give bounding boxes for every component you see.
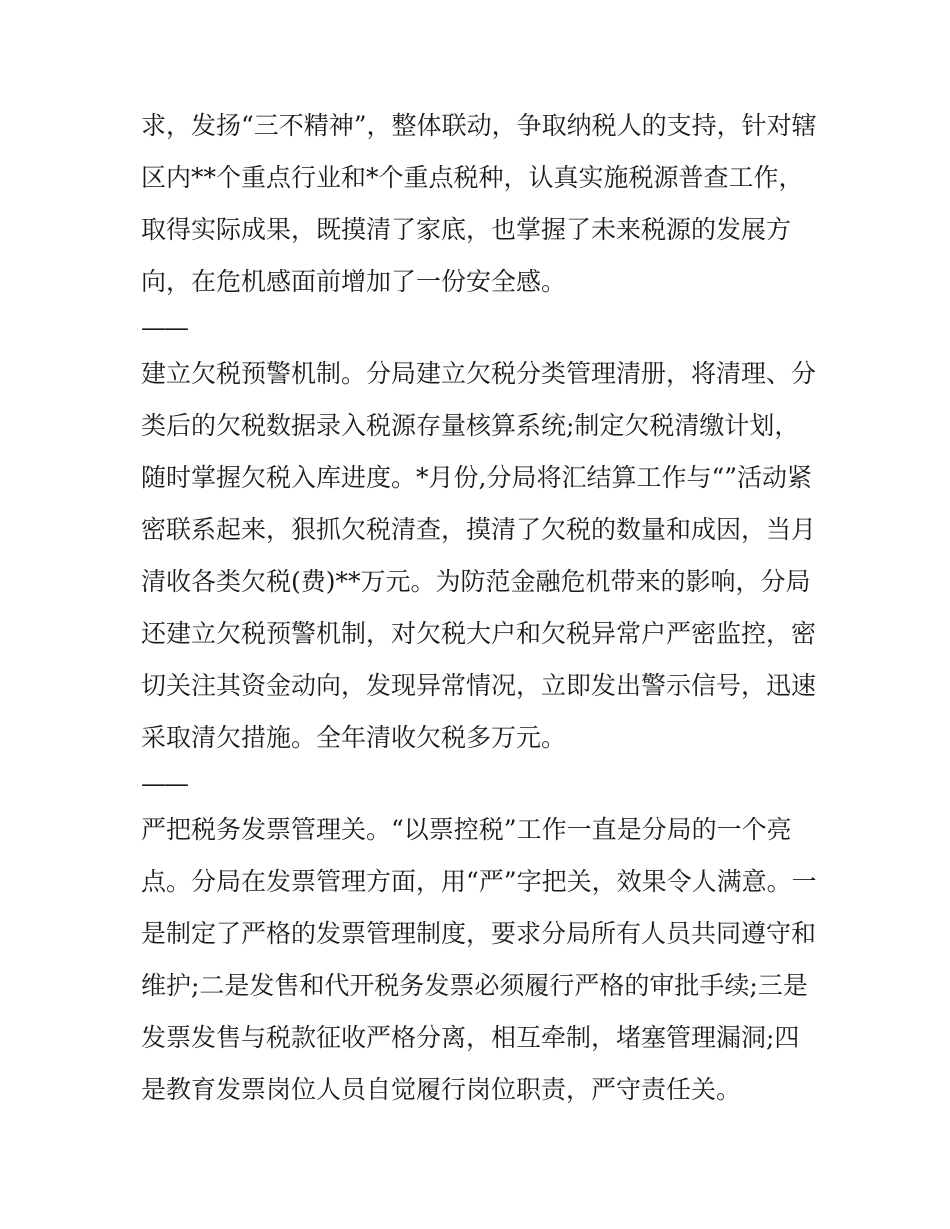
text-line: 切关注其资金动向，发现异常情况，立即发出警示信号，迅速 [141,671,817,700]
section-separator: —— [141,313,187,342]
document-body [141,100,821,1116]
text-line: 建立欠税预警机制。分局建立欠税分类管理清册，将清理、分 [141,359,817,388]
text-line: 类后的欠税数据录入税源存量核算系统;制定欠税清缴计划， [141,411,800,440]
text-line: 取得实际成果，既摸清了家底，也掌握了未来税源的发展方 [141,215,792,244]
text-line: 区内**个重点行业和*个重点税种，认真实施税源普查工作， [141,163,804,192]
text-line: 采取清欠措施。全年清收欠税多万元。 [141,723,567,752]
text-line: 是教育发票岗位人员自觉履行岗位职责，严守责任关。 [141,1075,742,1104]
paragraph-tax-source-survey [141,100,821,308]
paragraph-arrears-warning [141,348,821,764]
text-line: 密联系起来，狠抓欠税清查，摸清了欠税的数量和成因，当月 [141,515,817,544]
text-line: 发票发售与税款征收严格分离，相互牵制，堵塞管理漏洞;四 [141,1023,800,1052]
text-line: 还建立欠税预警机制，对欠税大户和欠税异常户严密监控，密 [141,619,817,648]
text-line: 清收各类欠税(费)**万元。为防范金融危机带来的影响，分局 [141,567,811,596]
paragraph-invoice-management [141,804,821,1116]
section-separator: —— [141,769,187,798]
text-line: 是制定了严格的发票管理制度，要求分局所有人员共同遵守和 [141,919,817,948]
text-line: 随时掌握欠税入库进度。*月份,分局将汇结算工作与“”活动紧 [141,463,813,492]
text-line: 点。分局在发票管理方面，用“严”字把关，效果令人满意。一 [141,867,817,896]
text-line: 严把税务发票管理关。“以票控税”工作一直是分局的一个亮 [141,815,792,844]
text-line: 向，在危机感面前增加了一份安全感。 [141,267,567,296]
text-line: 求，发扬“三不精神”，整体联动，争取纳税人的支持，针对辖 [141,111,817,140]
text-line: 维护;二是发售和代开税务发票必须履行严格的审批手续;三是 [141,971,808,1000]
